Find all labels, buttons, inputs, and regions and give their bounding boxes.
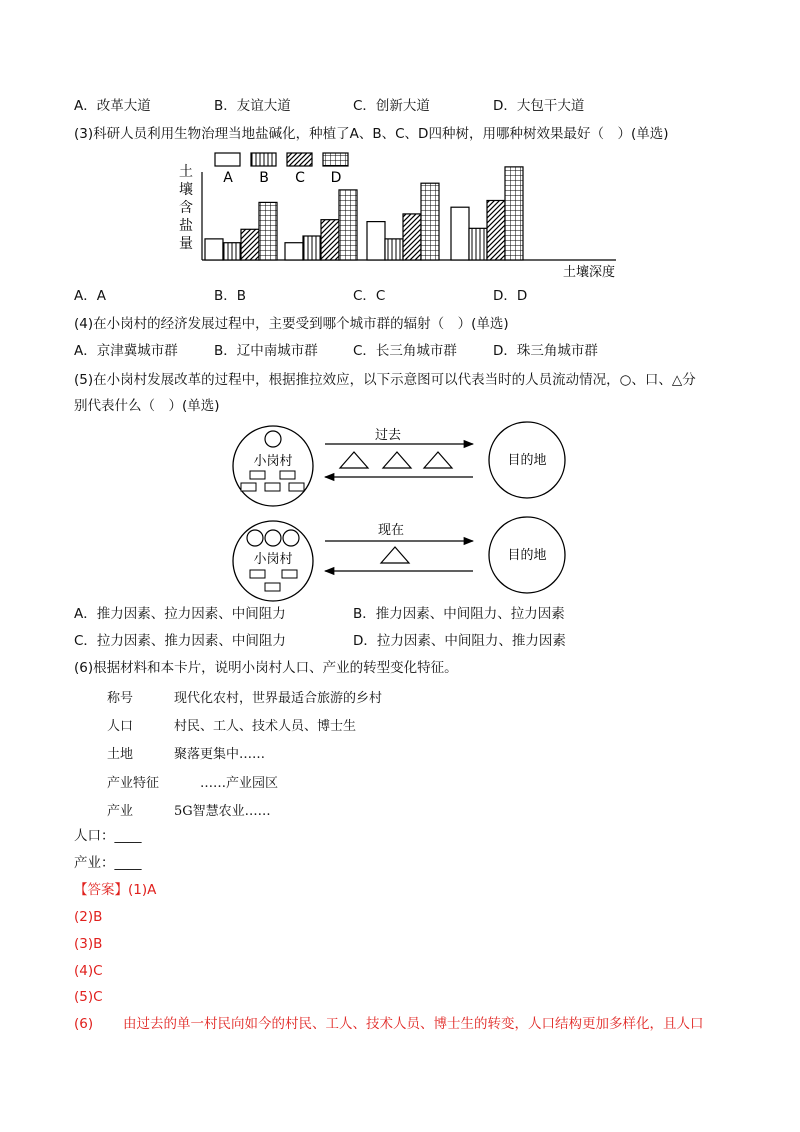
destination-label-past: 目的地 — [507, 453, 547, 468]
legend-swatch-a — [215, 153, 240, 166]
answer-6-text: 由过去的单一村民向如今的村民、工人、技术人员、博士生的转变，人口结构更加多样化，且人口 — [123, 1016, 704, 1032]
q4-option-c: C．长三角城市群 — [353, 343, 457, 359]
q2-option-c: C．创新大道 — [353, 98, 430, 114]
square-icon — [250, 471, 265, 479]
q2-option-a: A．改革大道 — [74, 98, 151, 114]
q3-option-b: B．B — [214, 288, 247, 304]
bar-d-depth-4 — [505, 167, 523, 260]
bar-c-depth-4 — [487, 200, 505, 260]
triangle-icon — [381, 547, 409, 563]
square-icon — [265, 583, 280, 591]
legend-swatch-c — [287, 153, 312, 166]
bar-a-depth-1 — [205, 239, 223, 260]
bar-c-depth-2 — [321, 220, 339, 260]
bar-a-depth-3 — [367, 222, 385, 260]
q5-option-a: A．推力因素、拉力因素、中间阻力 — [74, 606, 286, 622]
square-icon — [265, 483, 280, 491]
bar-d-depth-3 — [421, 183, 439, 260]
y-axis-label: 土壤含盐量 — [179, 164, 193, 252]
triangle-icon — [424, 452, 452, 468]
legend-swatch-d — [323, 153, 348, 166]
q5-option-d: D．拉力因素、中间阻力、推力因素 — [353, 633, 566, 649]
legend-label-b: B — [259, 170, 269, 186]
answer-1: (1)A — [128, 882, 157, 898]
bar-d-depth-1 — [259, 202, 277, 260]
legend-swatch-b — [251, 153, 276, 166]
q5-option-c: C．拉力因素、推力因素、中间阻力 — [74, 633, 286, 649]
legend-label-c: C — [295, 170, 305, 186]
card-value-population: 村民、工人、技术人员、博士生 — [174, 719, 357, 734]
q6-blank-industry: 产业：____ — [74, 855, 142, 871]
square-icon — [289, 483, 304, 491]
square-icon — [282, 570, 297, 578]
card-value-land: 聚落更集中…… — [174, 747, 266, 762]
legend-label-d: D — [330, 170, 342, 186]
q2-option-d: D．大包干大道 — [493, 98, 585, 114]
answer-6-number: (6) — [74, 1016, 94, 1032]
square-icon — [241, 483, 256, 491]
destination-label-now: 目的地 — [507, 548, 547, 563]
bar-b-depth-1 — [223, 243, 241, 260]
person-circle — [283, 530, 299, 546]
answer-4: (4)C — [74, 963, 103, 979]
q3-options — [74, 286, 774, 306]
square-icon — [250, 570, 265, 578]
bar-d-depth-2 — [339, 190, 357, 260]
bar-a-depth-2 — [285, 243, 303, 260]
village-label-now: 小岗村 — [253, 552, 293, 567]
q5-stem-line1: (5)在小岗村发展改革的过程中，根据推拉效应，以下示意图可以代表当时的人员流动情况，○、口、△分 — [74, 372, 696, 388]
village-label-past: 小岗村 — [253, 454, 293, 469]
x-axis-label: 土壤深度 — [563, 265, 616, 280]
card-key-title: 称号 — [107, 691, 134, 706]
answer-label: 【答案】 — [74, 882, 128, 898]
card-key-industry-feature: 产业特征 — [107, 776, 160, 791]
legend-label-a: A — [223, 170, 233, 186]
q3-option-c: C．C — [353, 288, 386, 304]
bar-c-depth-3 — [403, 214, 421, 260]
q4-options — [74, 341, 774, 361]
q4-option-d: D．珠三角城市群 — [493, 343, 598, 359]
soil-salt-chart — [170, 150, 630, 280]
now-label: 现在 — [377, 523, 405, 538]
q4-option-a: A．京津冀城市群 — [74, 343, 178, 359]
q4-option-b: B．辽中南城市群 — [214, 343, 318, 359]
q2-option-b: B．友谊大道 — [214, 98, 291, 114]
q3-option-d: D．D — [493, 288, 528, 304]
q3-option-a: A．A — [74, 288, 106, 304]
card-value-industry: 5G智慧农业…… — [174, 804, 271, 819]
bar-a-depth-4 — [451, 207, 469, 260]
card-key-industry: 产业 — [107, 804, 134, 819]
past-label: 过去 — [374, 428, 402, 443]
person-circle — [265, 431, 281, 447]
bar-b-depth-3 — [385, 239, 403, 260]
answer-2: (2)B — [74, 909, 103, 925]
q5-options-row2 — [74, 631, 774, 651]
bar-b-depth-4 — [469, 228, 487, 260]
card-value-industry-feature: ……产业园区 — [200, 776, 279, 791]
card-key-land: 土地 — [107, 747, 134, 762]
person-circle — [265, 530, 281, 546]
q5-option-b: B．推力因素、中间阻力、拉力因素 — [353, 606, 565, 622]
bar-b-depth-2 — [303, 236, 321, 260]
card-value-title: 现代化农村，世界最适合旅游的乡村 — [174, 691, 383, 706]
person-circle — [247, 530, 263, 546]
q2-options — [74, 96, 774, 116]
q6-blank-population: 人口：____ — [74, 828, 142, 844]
answer-line-1 — [74, 880, 156, 900]
triangle-icon — [340, 452, 368, 468]
answer-3: (3)B — [74, 936, 103, 952]
q6-stem: (6)根据材料和本卡片，说明小岗村人口、产业的转型变化特征。 — [74, 660, 458, 676]
triangle-icon — [383, 452, 411, 468]
q4-stem: (4)在小岗村的经济发展过程中，主要受到哪个城市群的辐射（ ）(单选) — [74, 316, 509, 332]
card-key-population: 人口 — [107, 719, 134, 734]
bar-c-depth-1 — [241, 229, 259, 260]
square-icon — [280, 471, 295, 479]
q5-options-row1 — [74, 604, 774, 624]
answer-5: (5)C — [74, 989, 103, 1005]
q5-stem-line2: 别代表什么（ ）(单选) — [74, 398, 220, 414]
q3-stem: (3)科研人员利用生物治理当地盐碱化，种植了A、B、C、D四种树，用哪种树效果最好（ ）(单选) — [74, 126, 669, 142]
push-pull-diagram — [228, 418, 588, 608]
